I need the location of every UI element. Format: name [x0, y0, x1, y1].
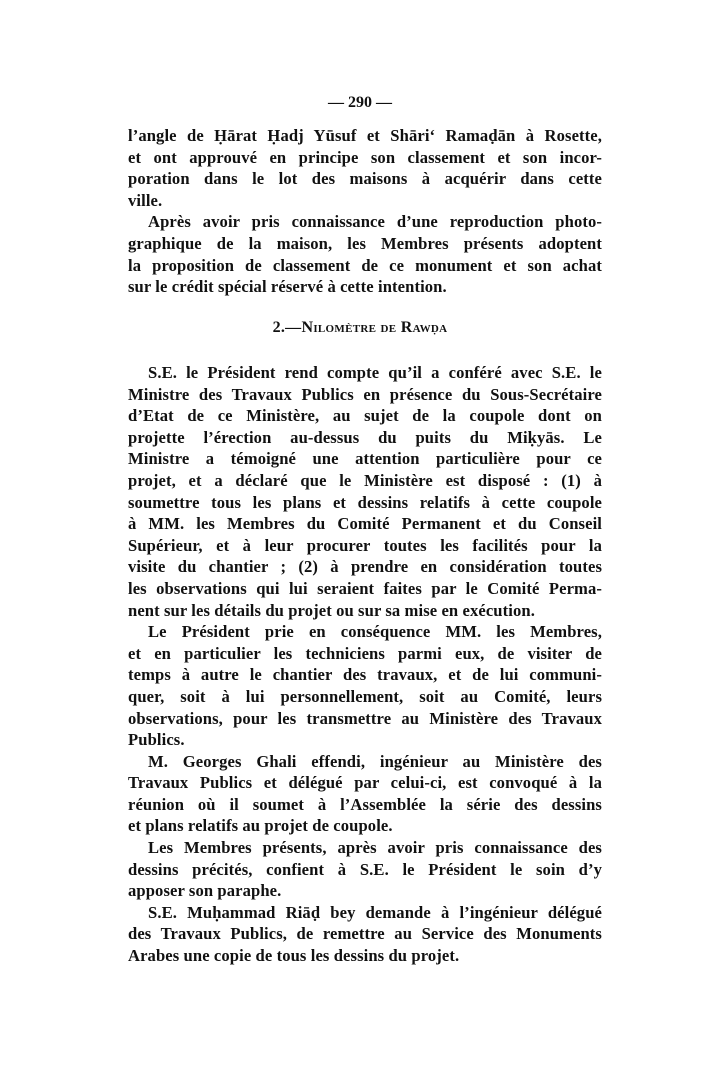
paragraph — [128, 751, 602, 837]
text-line: poration dans le lot des maisons à acquérir dans cette — [128, 169, 602, 189]
text-line: à MM. les Membres du Comité Permanent et du Conseil — [128, 514, 602, 534]
paragraph — [128, 902, 602, 967]
text-line: ville. — [128, 190, 163, 210]
text-line: Ministre a témoigné une attention particulière pour ce — [128, 449, 602, 469]
page-number: — 290 — — [328, 94, 392, 111]
text-line: M. Georges Ghali effendi, ingénieur au Ministère des — [148, 751, 602, 771]
text-line: des Travaux Publics, de remettre au Service des Monuments — [128, 924, 602, 944]
section-heading: 2.—Nilomètre de Rawḍa — [272, 319, 448, 336]
text-line: les observations qui lui seraient faites par le Comité Perma- — [128, 578, 602, 598]
paragraph — [128, 362, 602, 621]
text-line: Travaux Publics et délégué par celui-ci, est convoqué à la — [128, 773, 602, 793]
text-line: Supérieur, et à leur procurer toutes les facilités pour la — [128, 535, 602, 555]
text-line: d’Etat de ce Ministère, au sujet de la coupole dont on — [128, 406, 602, 426]
text-line: nent sur les détails du projet ou sur sa mise en exécution. — [128, 600, 535, 620]
text-block-top — [128, 125, 602, 298]
text-line: Arabes une copie de tous les dessins du projet. — [128, 946, 460, 966]
text-line: Les Membres présents, après avoir pris connaissance des — [148, 838, 602, 858]
text-line: temps à autre le chantier des travaux, et de lui communi- — [128, 665, 602, 685]
text-block-bottom — [128, 362, 602, 967]
text-line: Publics. — [128, 730, 185, 750]
text-line: soumettre tous les plans et dessins relatifs à cette coupole — [128, 492, 602, 512]
text-line: et en particulier les techniciens parmi eux, de visiter de — [128, 643, 602, 663]
paragraph — [128, 621, 602, 751]
text-line: projet, et a déclaré que le Ministère est disposé : (1) à — [128, 470, 602, 490]
text-line: S.E. le Président rend compte qu’il a conféré avec S.E. le — [148, 363, 602, 382]
text-line: graphique de la maison, les Membres présents adoptent — [128, 233, 602, 253]
text-line: observations, pour les transmettre au Ministère des Travaux — [128, 708, 602, 728]
text-line: Le Président prie en conséquence MM. les Membres, — [148, 622, 602, 642]
text-line: la proposition de classement de ce monument et son achat — [128, 255, 602, 275]
paragraph — [128, 125, 602, 211]
text-line: l’angle de Ḥārat Ḥadj Yūsuf et Shāri‘ Ramaḍān à Rosette, — [128, 126, 602, 145]
text-line: Ministre des Travaux Publics en présence du Sous-Secrétaire — [128, 384, 602, 404]
text-line: et plans relatifs au projet de coupole. — [128, 816, 393, 836]
text-line: quer, soit à lui personnellement, soit au Comité, leurs — [128, 686, 602, 706]
text-line: visite du chantier ; (2) à prendre en considération toutes — [128, 557, 602, 577]
text-line: apposer son paraphe. — [128, 881, 282, 901]
text-line: sur le crédit spécial réservé à cette intention. — [128, 277, 447, 297]
text-line: projette l’érection au-dessus du puits du Miḳyās. Le — [128, 427, 602, 447]
text-line: Après avoir pris connaissance d’une reproduction photo- — [148, 212, 602, 232]
text-line: réunion où il soumet à l’Assemblée la série des dessins — [128, 794, 602, 814]
text-line: S.E. Muḥammad Riāḍ bey demande à l’ingénieur délégué — [148, 902, 602, 922]
paragraph — [128, 837, 602, 902]
text-line: dessins précités, confient à S.E. le Président le soin d’y — [128, 859, 602, 879]
text-line: et ont approuvé en principe son classement et son incor- — [128, 147, 602, 167]
paragraph — [128, 211, 602, 297]
